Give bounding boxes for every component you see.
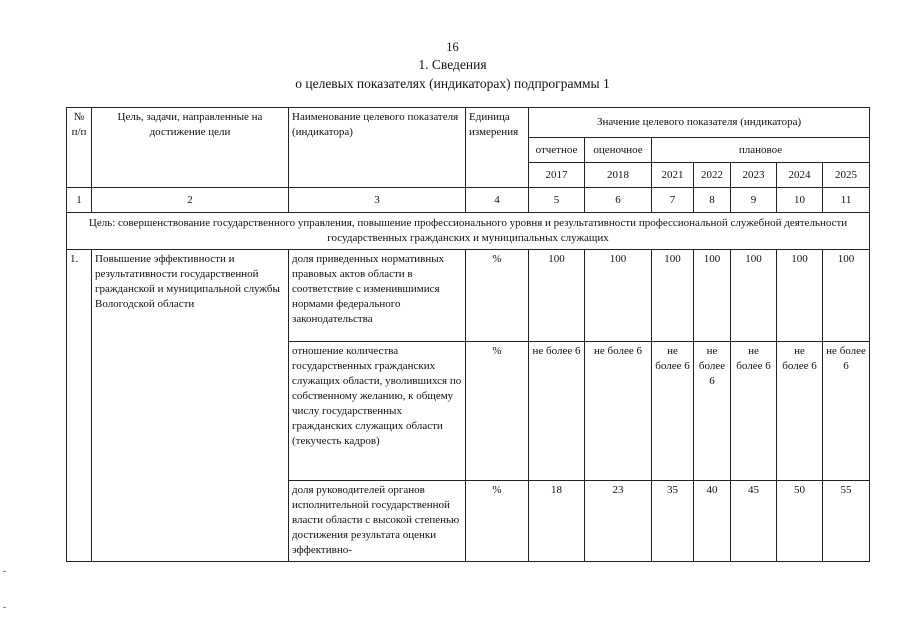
year-cell: 2018 — [585, 163, 652, 188]
unit-cell: % — [466, 342, 529, 481]
section-subtitle: о целевых показателях (индикаторах) подпрограммы 1 — [295, 76, 610, 91]
column-number: 2 — [92, 188, 289, 213]
table-row — [67, 250, 870, 342]
column-number: 11 — [823, 188, 870, 213]
header-row-1 — [67, 108, 870, 138]
value-cell: 100 — [731, 250, 777, 342]
indicator-name: доля приведенных нормативных правовых актов области в соответствие с изменившимися нормами федерального законодательства — [289, 250, 466, 342]
header-unit: Единица измерения — [466, 108, 529, 188]
indicator-name: отношение количества государственных гражданских служащих области, уволившихся по собственному желанию, к общему числу государственных гражданских служащих области (текучесть кадров) — [289, 342, 466, 481]
value-cell: не более 6 — [823, 342, 870, 481]
column-number: 10 — [777, 188, 823, 213]
column-numbers-row — [67, 188, 870, 213]
unit-cell: % — [466, 481, 529, 562]
column-number: 5 — [529, 188, 585, 213]
value-cell: не более 6 — [777, 342, 823, 481]
value-cell: не более 6 — [694, 342, 731, 481]
column-number: 6 — [585, 188, 652, 213]
year-cell: 2023 — [731, 163, 777, 188]
value-cell: 40 — [694, 481, 731, 562]
goal-row — [67, 213, 870, 250]
value-cell: 100 — [694, 250, 731, 342]
indicator-name: доля руководителей органов исполнительной государственной власти области с высокой степенью достижения результата оценки эффективно- — [289, 481, 466, 562]
column-number: 1 — [67, 188, 92, 213]
value-cell: 100 — [777, 250, 823, 342]
value-cell: 100 — [823, 250, 870, 342]
year-cell: 2017 — [529, 163, 585, 188]
column-number: 3 — [289, 188, 466, 213]
unit-cell: % — [466, 250, 529, 342]
section-title: 1. Сведения — [418, 57, 487, 72]
value-cell: не более 6 — [731, 342, 777, 481]
header-planned: плановое — [652, 138, 870, 163]
year-cell: 2025 — [823, 163, 870, 188]
year-cell: 2022 — [694, 163, 731, 188]
value-cell: 23 — [585, 481, 652, 562]
column-number: 7 — [652, 188, 694, 213]
value-cell: 55 — [823, 481, 870, 562]
column-number: 4 — [466, 188, 529, 213]
year-cell: 2024 — [777, 163, 823, 188]
page-bottom-margin — [0, 571, 905, 640]
goal-text: Цель: совершенствование государственного управления, повышение профессионального уровня и результативности профессиональной служебной деятельности государственных гражданских и муниципальных служащих — [67, 213, 870, 250]
header-goal: Цель, задачи, направленные на достижение цели — [92, 108, 289, 188]
column-number: 9 — [731, 188, 777, 213]
indicators-table — [66, 107, 870, 562]
header-estimated: оценочное — [585, 138, 652, 163]
value-cell: 50 — [777, 481, 823, 562]
value-cell: 100 — [529, 250, 585, 342]
value-cell: 18 — [529, 481, 585, 562]
value-cell: 35 — [652, 481, 694, 562]
header-num: № п/п — [67, 108, 92, 188]
value-cell: не более 6 — [529, 342, 585, 481]
value-cell: 45 — [731, 481, 777, 562]
scan-mark — [3, 571, 6, 572]
task-text: Повышение эффективности и результативности государственной гражданской и муниципальной службы Вологодской области — [92, 250, 289, 562]
header-value-group: Значение целевого показателя (индикатора) — [529, 108, 870, 138]
value-cell: 100 — [652, 250, 694, 342]
value-cell: не более 6 — [652, 342, 694, 481]
page-number: 16 — [446, 40, 459, 54]
scan-mark — [3, 607, 6, 608]
year-cell: 2021 — [652, 163, 694, 188]
value-cell: не более 6 — [585, 342, 652, 481]
header-reported: отчетное — [529, 138, 585, 163]
header-indicator: Наименование целевого показателя (индикатора) — [289, 108, 466, 188]
task-number: 1. — [67, 250, 92, 562]
column-number: 8 — [694, 188, 731, 213]
value-cell: 100 — [585, 250, 652, 342]
